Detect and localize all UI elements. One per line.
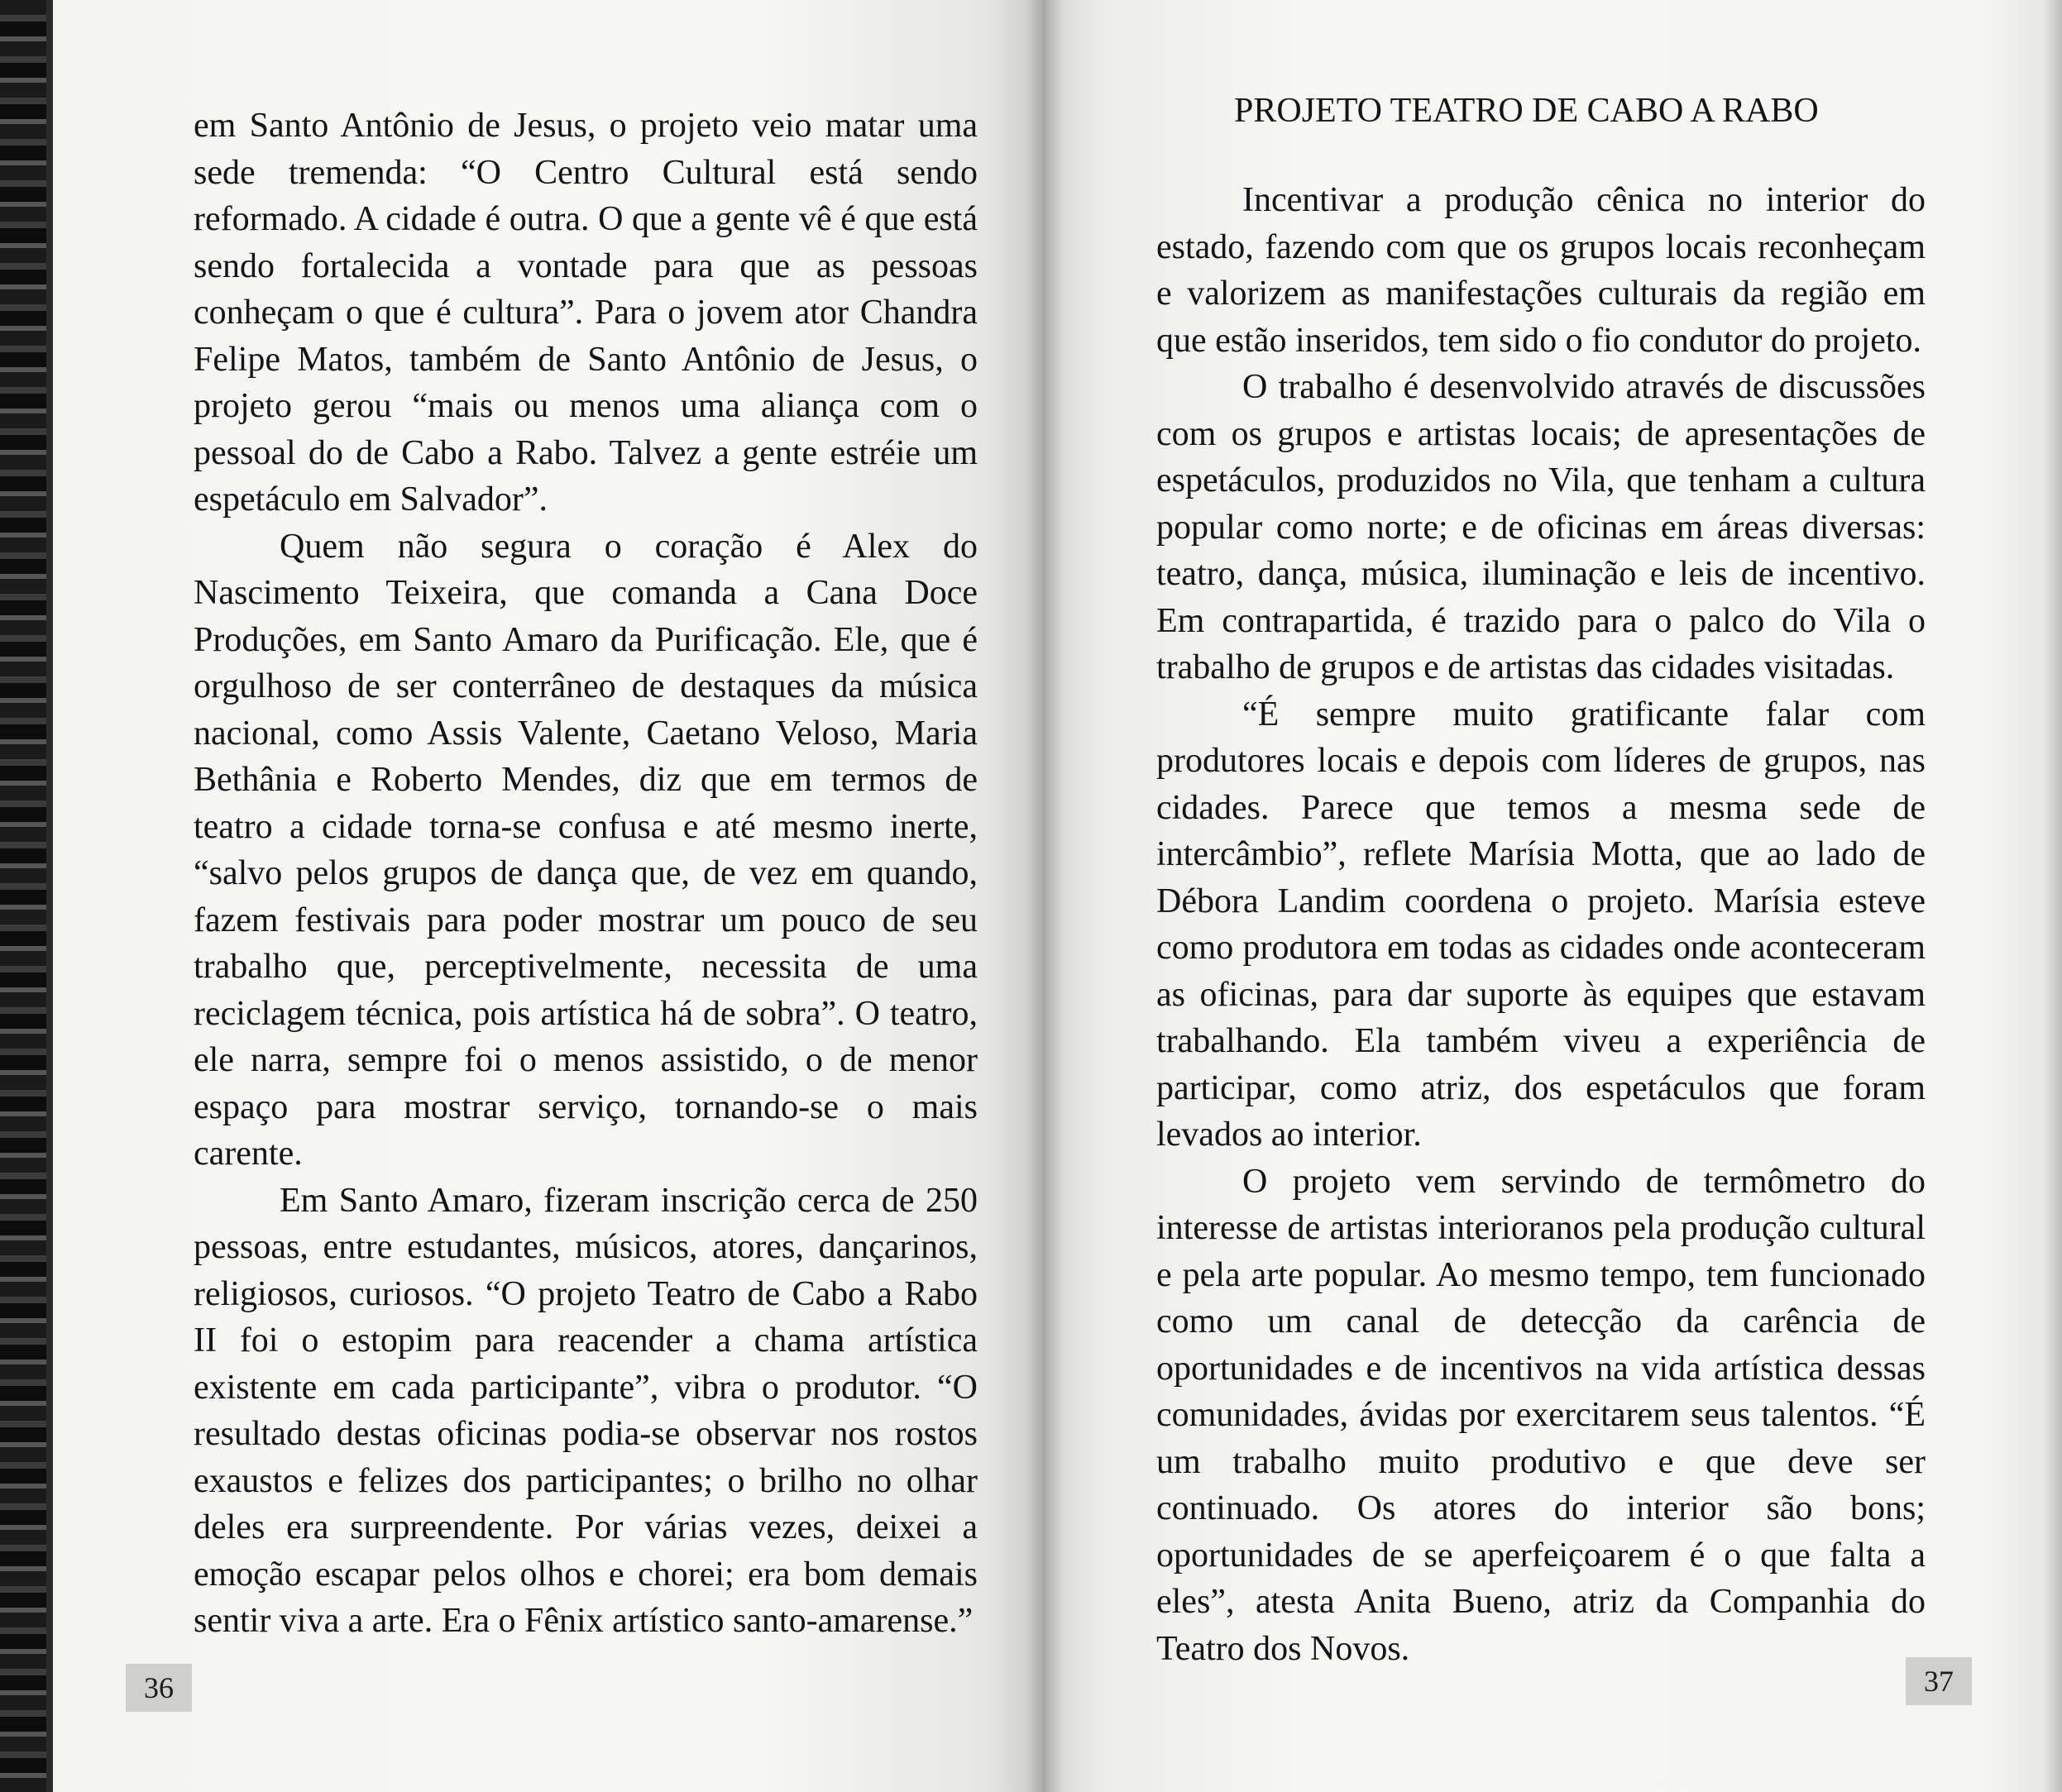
book-binding	[0, 0, 53, 1792]
paragraph: Quem não segura o coração é Alex do Nascimento Teixeira, que comanda a Cana Doce Produções, em Santo Amaro da Purificação. Ele, que é orgulhoso de ser conterrâneo de destaques da música nacional, como Assis Valente, Caetano Veloso, Maria Bethânia e Roberto Mendes, diz que em termos de teatro a cidade torna-se confusa e até mesmo inerte, “salvo pelos grupos de dança que, de vez em quando, fazem festivais para poder mostrar um pouco de seu trabalho que, perceptivelmente, necessita de uma reciclagem técnica, pois artística há de sobra”. O teatro, ele narra, sempre foi o menos assistido, o de menor espaço para mostrar serviço, tornando-se o mais carente.	[194, 527, 978, 1173]
left-page-body	[194, 103, 978, 1645]
chapter-heading: PROJETO TEATRO DE CABO A RABO	[1234, 92, 1819, 130]
page-edge	[2044, 0, 2062, 1792]
paragraph: O projeto vem servindo de termômetro do interesse de artistas interioranos pela produção cultural e pela arte popular. Ao mesmo tempo, tem funcionado como um canal de detecção da carência de oportunidades e de incentivos na vida artística dessas comunidades, ávidas por exercitarem seus talentos. “É um trabalho muito produtivo e que deve ser continuado. Os atores do interior são bons; oportunidades de se aperfeiçoarem é o que falta a eles”, atesta Anita Bueno, atriz da Companhia do Teatro dos Novos.	[1156, 1162, 1926, 1668]
paragraph: Incentivar a produção cênica no interior do estado, fazendo com que os grupos locais reconheçam e valorizem as manifestações culturais da região em que estão inseridos, tem sido o fio condutor do projeto.	[1156, 181, 1926, 360]
right-page-body	[1156, 177, 1926, 1672]
paragraph: O trabalho é desenvolvido através de discussões com os grupos e artistas locais; de apresentações de espetáculos, produzidos no Vila, que tenham a cultura popular como norte; e de oficinas em áreas diversas: teatro, dança, música, iluminação e leis de incentivo. Em contrapartida, é trazido para o palco do Vila o trabalho de grupos e de artistas das cidades visitadas.	[1156, 368, 1926, 686]
paragraph: em Santo Antônio de Jesus, o projeto veio matar uma sede tremenda: “O Centro Cultural está sendo reformado. A cidade é outra. O que a gente vê é que está sendo fortalecida a vontade para que as pessoas conheçam o que é cultura”. Para o jovem ator Chandra Felipe Matos, também de Santo Antônio de Jesus, o projeto gerou “mais ou menos uma aliança com o pessoal do de Cabo a Rabo. Talvez a gente estréie um espetáculo em Salvador”.	[194, 107, 978, 518]
gutter-shadow	[1026, 0, 1064, 1792]
page-number-left: 36	[126, 1664, 192, 1712]
page-number-right: 37	[1906, 1657, 1972, 1705]
paragraph: “É sempre muito gratificante falar com produtores locais e depois com líderes de grupos, nas cidades. Parece que temos a mesma sede de intercâmbio”, reflete Marísia Motta, que ao lado de Débora Landim coordena o projeto. Marísia esteve como produtora em todas as cidades onde aconteceram as oficinas, para dar suporte às equipes que estavam trabalhando. Ela também viveu a experiência de participar, como atriz, dos espetáculos que foram levados ao interior.	[1156, 695, 1926, 1154]
paragraph: Em Santo Amaro, fizeram inscrição cerca de 250 pessoas, entre estudantes, músicos, atores, dançarinos, religiosos, curiosos. “O projeto Teatro de Cabo a Rabo II foi o estopim para reacender a chama artística existente em cada participante”, vibra o produtor. “O resultado destas oficinas podia-se observar nos rostos exaustos e felizes dos participantes; o brilho no olhar deles era surpreendente. Por várias vezes, deixei a emoção escapar pelos olhos e chorei; era bom demais sentir viva a arte. Era o Fênix artístico santo-amarense.”	[194, 1181, 978, 1640]
